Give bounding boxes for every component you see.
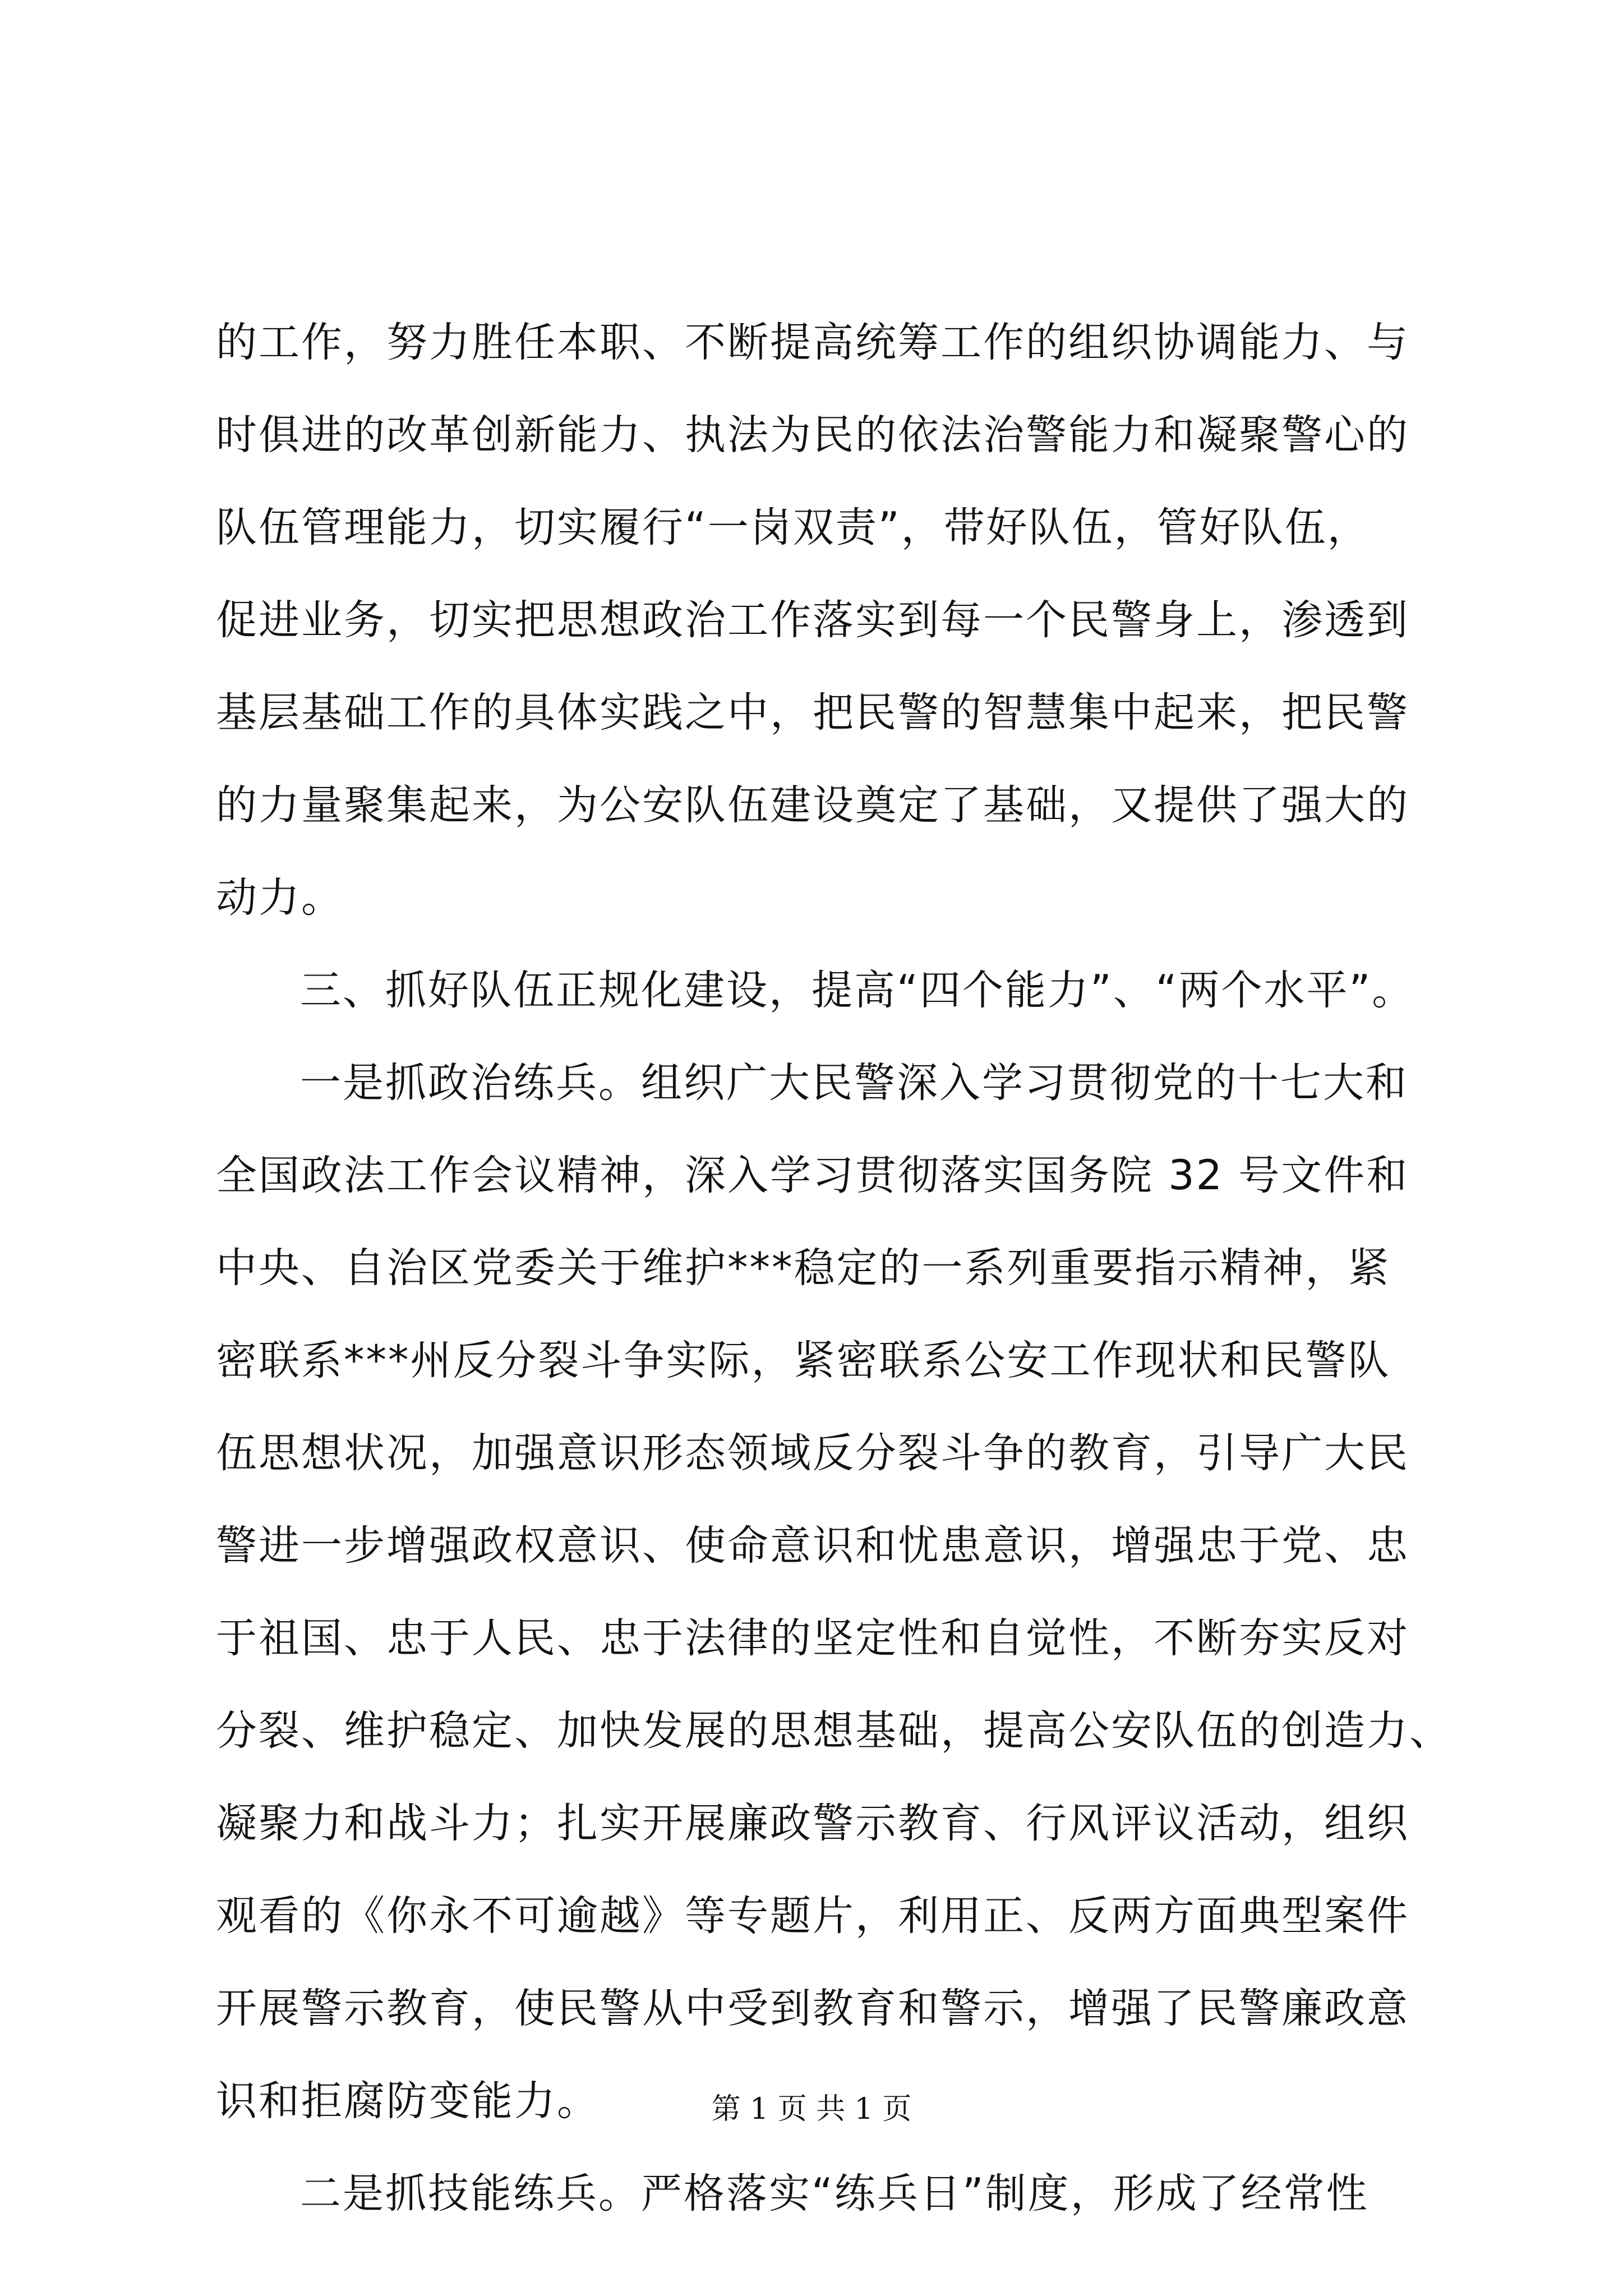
text-line: 观看的《你永不可逾越》等专题片，利用正、反两方面典型案件 (216, 1892, 1409, 1940)
text-line: 的工作，努力胜任本职、不断提高统筹工作的组织协调能力、与 (216, 319, 1409, 366)
text-line: 的力量聚集起来，为公安队伍建设奠定了基础，又提供了强大的 (216, 781, 1409, 829)
section-heading: 三、抓好队伍正规化建设，提高“四个能力”、“两个水平”。 (300, 967, 1415, 1014)
text-line: 一是抓政治练兵。组织广大民警深入学习贯彻党的十七大和 (300, 1059, 1408, 1107)
body-text (216, 296, 1452, 2240)
text-line: 开展警示教育，使民警从中受到教育和警示，增强了民警廉政意 (216, 1985, 1409, 2032)
text-line: 促进业务，切实把思想政治工作落实到每一个民警身上，渗透到 (216, 596, 1409, 644)
text-line: 中央、自治区党委关于维护***稳定的一系列重要指示精神，紧 (216, 1244, 1391, 1292)
text-line: 凝聚力和战斗力；扎实开展廉政警示教育、行风评议活动，组织 (216, 1800, 1409, 1847)
text-line: 于祖国、忠于人民、忠于法律的坚定性和自觉性，不断夯实反对 (216, 1614, 1409, 1662)
text-line: 全国政法工作会议精神，深入学习贯彻落实国务院 32 号文件和 (216, 1152, 1409, 1199)
text-line: 密联系***州反分裂斗争实际，紧密联系公安工作现状和民警队 (216, 1337, 1391, 1384)
text-line: 警进一步增强政权意识、使命意识和忧患意识，增强忠于党、忠 (216, 1522, 1409, 1570)
text-line: 动力。 (216, 874, 344, 922)
text-line: 伍思想状况，加强意识形态领域反分裂斗争的教育，引导广大民 (216, 1429, 1409, 1477)
page-footer: 第 1 页 共 1 页 (711, 2092, 912, 2126)
text-line: 分裂、维护稳定、加快发展的思想基础，提高公安队伍的创造力、 (216, 1707, 1452, 1755)
text-line: 二是抓技能练兵。严格落实“练兵日”制度，形成了经常性 (300, 2170, 1369, 2217)
text-line: 基层基础工作的具体实践之中，把民警的智慧集中起来，把民警 (216, 689, 1409, 737)
text-line: 时俱进的改革创新能力、执法为民的依法治警能力和凝聚警心的 (216, 411, 1409, 459)
text-line: 识和拒腐防变能力。 (216, 2077, 600, 2125)
text-line: 队伍管理能力，切实履行“一岗双责”，带好队伍，管好队伍， (216, 504, 1370, 551)
